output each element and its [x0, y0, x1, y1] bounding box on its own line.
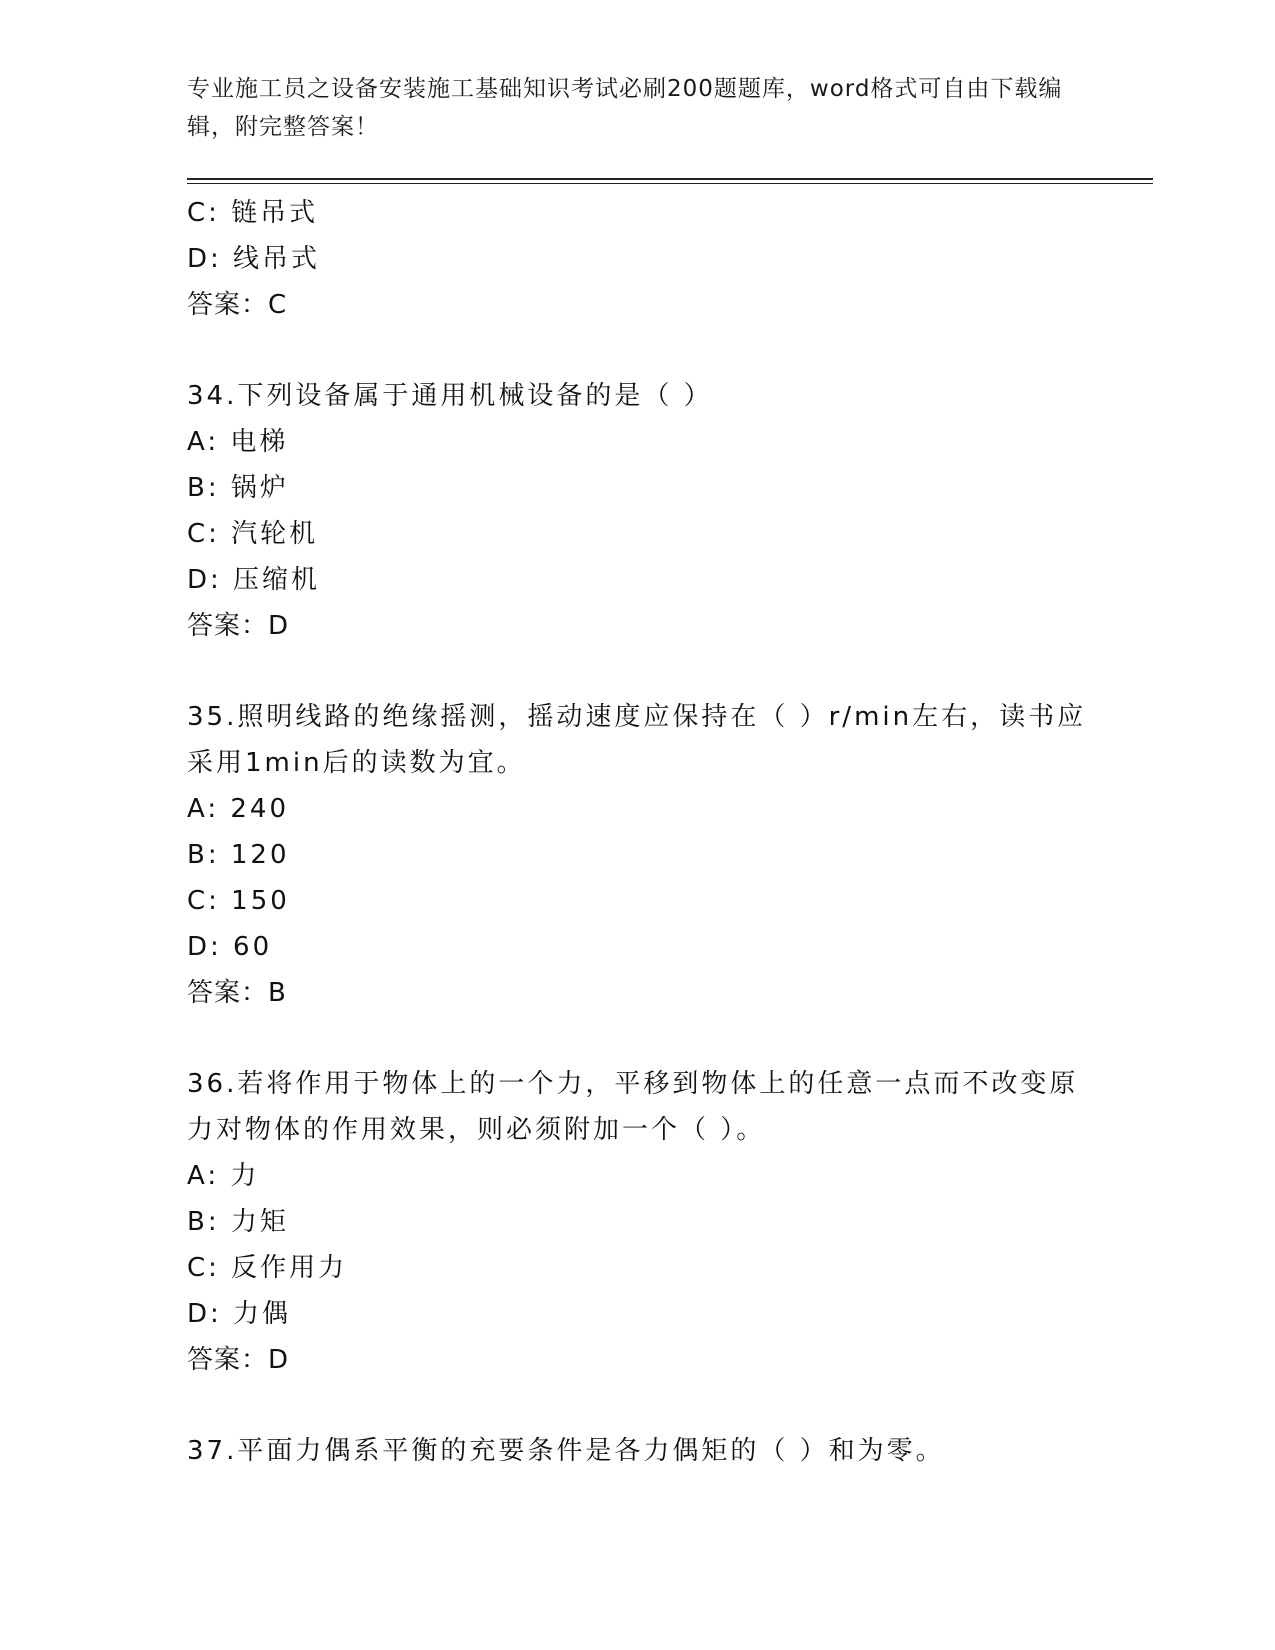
document-header: 专业施工员之设备安装施工基础知识考试必刷200题题库，word格式可自由下载编辑，附完整答案！	[187, 76, 1063, 140]
option-d: D: 力偶	[187, 1299, 292, 1329]
option-d: D: 压缩机	[187, 565, 321, 595]
option-c: C: 汽轮机	[187, 519, 319, 549]
answer-line: 答案：D	[187, 1345, 290, 1375]
option-d: D: 60	[187, 932, 273, 962]
option-c: C: 150	[187, 886, 290, 916]
question-text: 36.若将作用于物体上的一个力，平移到物体上的任意一点而不改变原力对物体的作用效果，则必须附加一个（ ）。	[187, 1069, 1079, 1145]
question-list	[187, 190, 1087, 1474]
header-rule-thin	[187, 183, 1153, 184]
option-b: B: 力矩	[187, 1207, 289, 1237]
answer-line: 答案：C	[187, 290, 288, 320]
option-b: B: 120	[187, 840, 290, 870]
question-34	[187, 373, 1087, 649]
answer-line: 答案：D	[187, 611, 290, 641]
question-37	[187, 1428, 1087, 1474]
question-36	[187, 1061, 1087, 1383]
question-text: 34.下列设备属于通用机械设备的是（ ）	[187, 381, 713, 411]
option-a: A: 电梯	[187, 427, 289, 457]
answer-line: 答案：B	[187, 978, 287, 1008]
option-c: C: 反作用力	[187, 1253, 348, 1283]
partial-question-block	[187, 190, 1087, 328]
option-a: A: 240	[187, 794, 289, 824]
question-35	[187, 694, 1087, 1016]
question-text: 37.平面力偶系平衡的充要条件是各力偶矩的（ ）和为零。	[187, 1436, 945, 1466]
option-c: C: 链吊式	[187, 198, 319, 228]
option-b: B: 锅炉	[187, 473, 289, 503]
question-text: 35.照明线路的绝缘摇测，摇动速度应保持在（ ）r/min左右，读书应采用1min后的读数为宜。	[187, 702, 1087, 778]
option-d: D: 线吊式	[187, 244, 321, 274]
option-a: A: 力	[187, 1161, 260, 1191]
header-rule-thick	[187, 178, 1153, 180]
